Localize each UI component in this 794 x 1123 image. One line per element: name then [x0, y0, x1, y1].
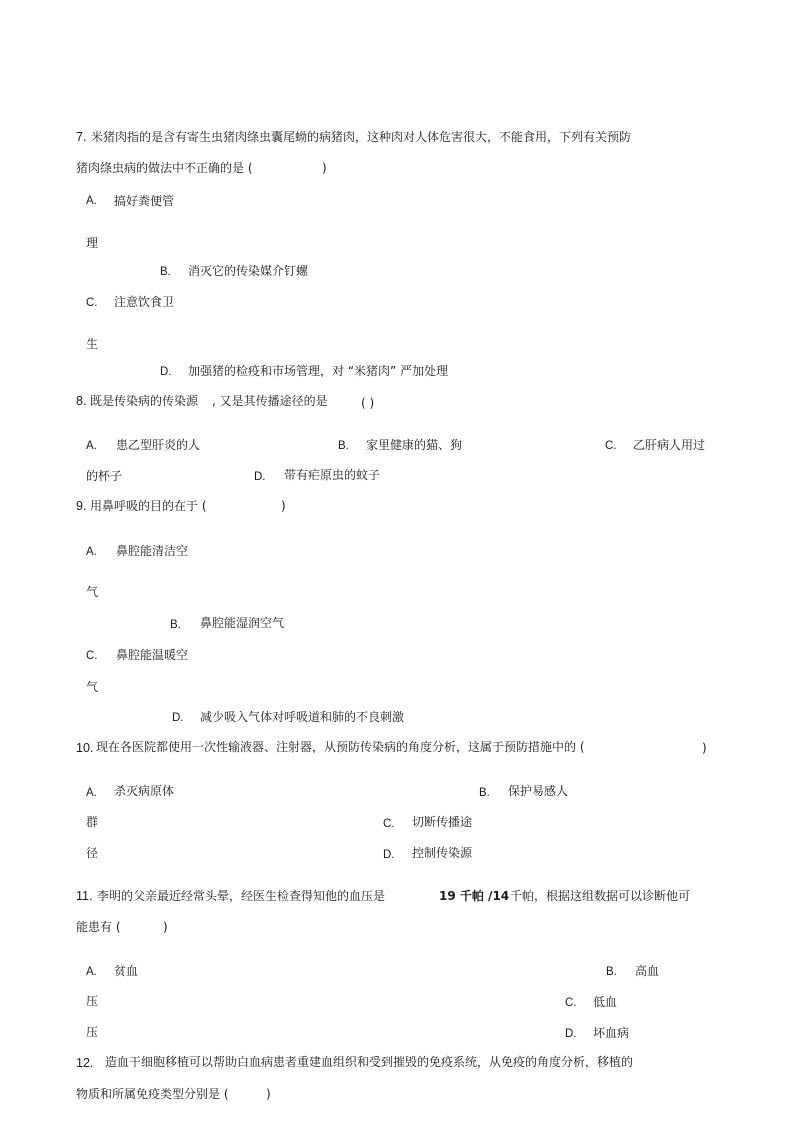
q8-option-b-label: B.: [338, 440, 349, 452]
q9-answer-paren: ): [281, 499, 286, 513]
q9-number: 9.: [76, 499, 87, 513]
q7-option-d-text: 加强猪的检疫和市场管理，对 “米猪肉” 严加处理: [188, 364, 449, 378]
q8-stem-cont: , 又是其传播途径的是: [212, 394, 328, 408]
q11-stem-cont: 千帕，根据这组数据可以诊断他可: [510, 889, 691, 903]
q12-stem-line1: 造血干细胞移植可以帮助白血病患者重建血组织和受到摧毁的免疫系统，从免疫的角度分析，移植的: [105, 1055, 634, 1069]
q7-option-a-cont: 理: [86, 236, 99, 250]
q10-answer-paren: ): [702, 741, 707, 755]
q9-option-c-cont: 气: [86, 680, 99, 694]
q12-number: 12.: [76, 1056, 94, 1070]
q11-stem: 李明的父亲最近经常头晕，经医生检查得知他的血压是: [97, 889, 386, 903]
q7-option-c-text: 注意饮食卫: [114, 295, 175, 309]
q11-option-c-text: 低血: [593, 995, 618, 1009]
q11-option-c-label: C.: [565, 997, 577, 1009]
q12-answer-paren: ): [266, 1087, 271, 1101]
q10-option-b-text: 保护易感人: [508, 784, 569, 798]
q7-stem-line2: 猪肉绦虫病的做法中不正确的是 (: [76, 161, 253, 175]
q10-option-d-text: 控制传染源: [412, 846, 473, 860]
q10-stem: 现在各医院都使用一次性输液器、注射器，从预防传染病的角度分析，这属于预防措施中的 (: [96, 740, 585, 754]
q7-answer-paren: ): [322, 161, 327, 175]
q9-option-d-label: D.: [172, 712, 184, 724]
q7-number: 7.: [76, 130, 87, 144]
q11-option-a-cont: 压: [86, 994, 99, 1008]
q8-number: 8.: [76, 394, 87, 408]
q8-option-b-text: 家里健康的猫、狗: [366, 438, 463, 452]
q8-option-a-text: 患乙型肝炎的人: [116, 438, 201, 452]
q9-option-a-text: 鼻腔能清洁空: [116, 544, 189, 558]
q10-option-c-cont: 径: [86, 846, 99, 860]
q7-stem-line1: 米猪肉指的是含有寄生虫猪肉绦虫囊尾蚴的病猪肉，这种肉对人体危害很大，不能食用，下列有关预防: [91, 130, 632, 144]
q7-option-d-label: D.: [160, 366, 172, 378]
q10-option-c-text: 切断传播途: [412, 815, 473, 829]
q8-option-d-text: 带有疟原虫的蚊子: [284, 468, 381, 482]
q12-stem-line2: 物质和所属免疫类型分别是 (: [76, 1087, 229, 1101]
q11-answer-paren: ): [163, 920, 168, 934]
q8-option-d-label: D.: [254, 471, 266, 483]
q11-option-d-text: 坏血病: [593, 1026, 630, 1040]
q9-option-c-label: C.: [86, 650, 98, 662]
q11-option-a-label: A.: [86, 966, 97, 978]
q7-option-a-label: A.: [86, 195, 97, 207]
q9-stem: 用鼻呼吸的目的在于 (: [90, 499, 207, 513]
q9-option-d-text: 减少吸入气体对呼吸道和肺的不良刺激: [200, 710, 405, 724]
q10-number: 10.: [76, 741, 94, 755]
q9-option-b-label: B.: [170, 619, 181, 631]
q9-option-a-label: A.: [86, 546, 97, 558]
q8-option-c-cont: 的杯子: [86, 469, 123, 483]
q8-option-a-label: A.: [86, 440, 97, 452]
q8-answer-paren: ( ): [361, 396, 375, 410]
q7-option-b-label: B.: [160, 266, 171, 278]
q11-blood-pressure-value: 19 千帕 /14: [439, 889, 510, 903]
q9-option-c-text: 鼻腔能温暖空: [116, 648, 189, 662]
q11-option-d-label: D.: [565, 1028, 577, 1040]
q11-option-b-text: 高血: [635, 964, 660, 978]
q10-option-d-label: D.: [383, 849, 395, 861]
q9-option-a-cont: 气: [86, 585, 99, 599]
q10-option-b-label: B.: [479, 787, 490, 799]
q8-option-c-label: C.: [605, 440, 617, 452]
q10-option-b-cont: 群: [86, 815, 99, 829]
q8-option-c-text: 乙肝病人用过: [633, 438, 706, 452]
q8-stem: 既是传染病的传染源: [90, 394, 199, 408]
q10-option-a-label: A.: [86, 787, 97, 799]
q11-option-a-text: 贫血: [114, 964, 139, 978]
q9-option-b-text: 鼻腔能湿润空气: [200, 616, 285, 630]
q10-option-a-text: 杀灭病原体: [114, 784, 175, 798]
q7-option-c-label: C.: [86, 297, 98, 309]
q11-option-b-label: B.: [606, 966, 617, 978]
q7-option-a-text: 搞好粪便管: [114, 194, 175, 208]
q11-option-b-cont: 压: [86, 1025, 99, 1039]
q11-stem-line2: 能患有 (: [76, 920, 121, 934]
q7-option-b-text: 消灭它的传染媒介钉螺: [188, 264, 309, 278]
q7-option-c-cont: 生: [86, 337, 99, 351]
q10-option-c-label: C.: [383, 818, 395, 830]
q11-number: 11.: [76, 889, 93, 903]
